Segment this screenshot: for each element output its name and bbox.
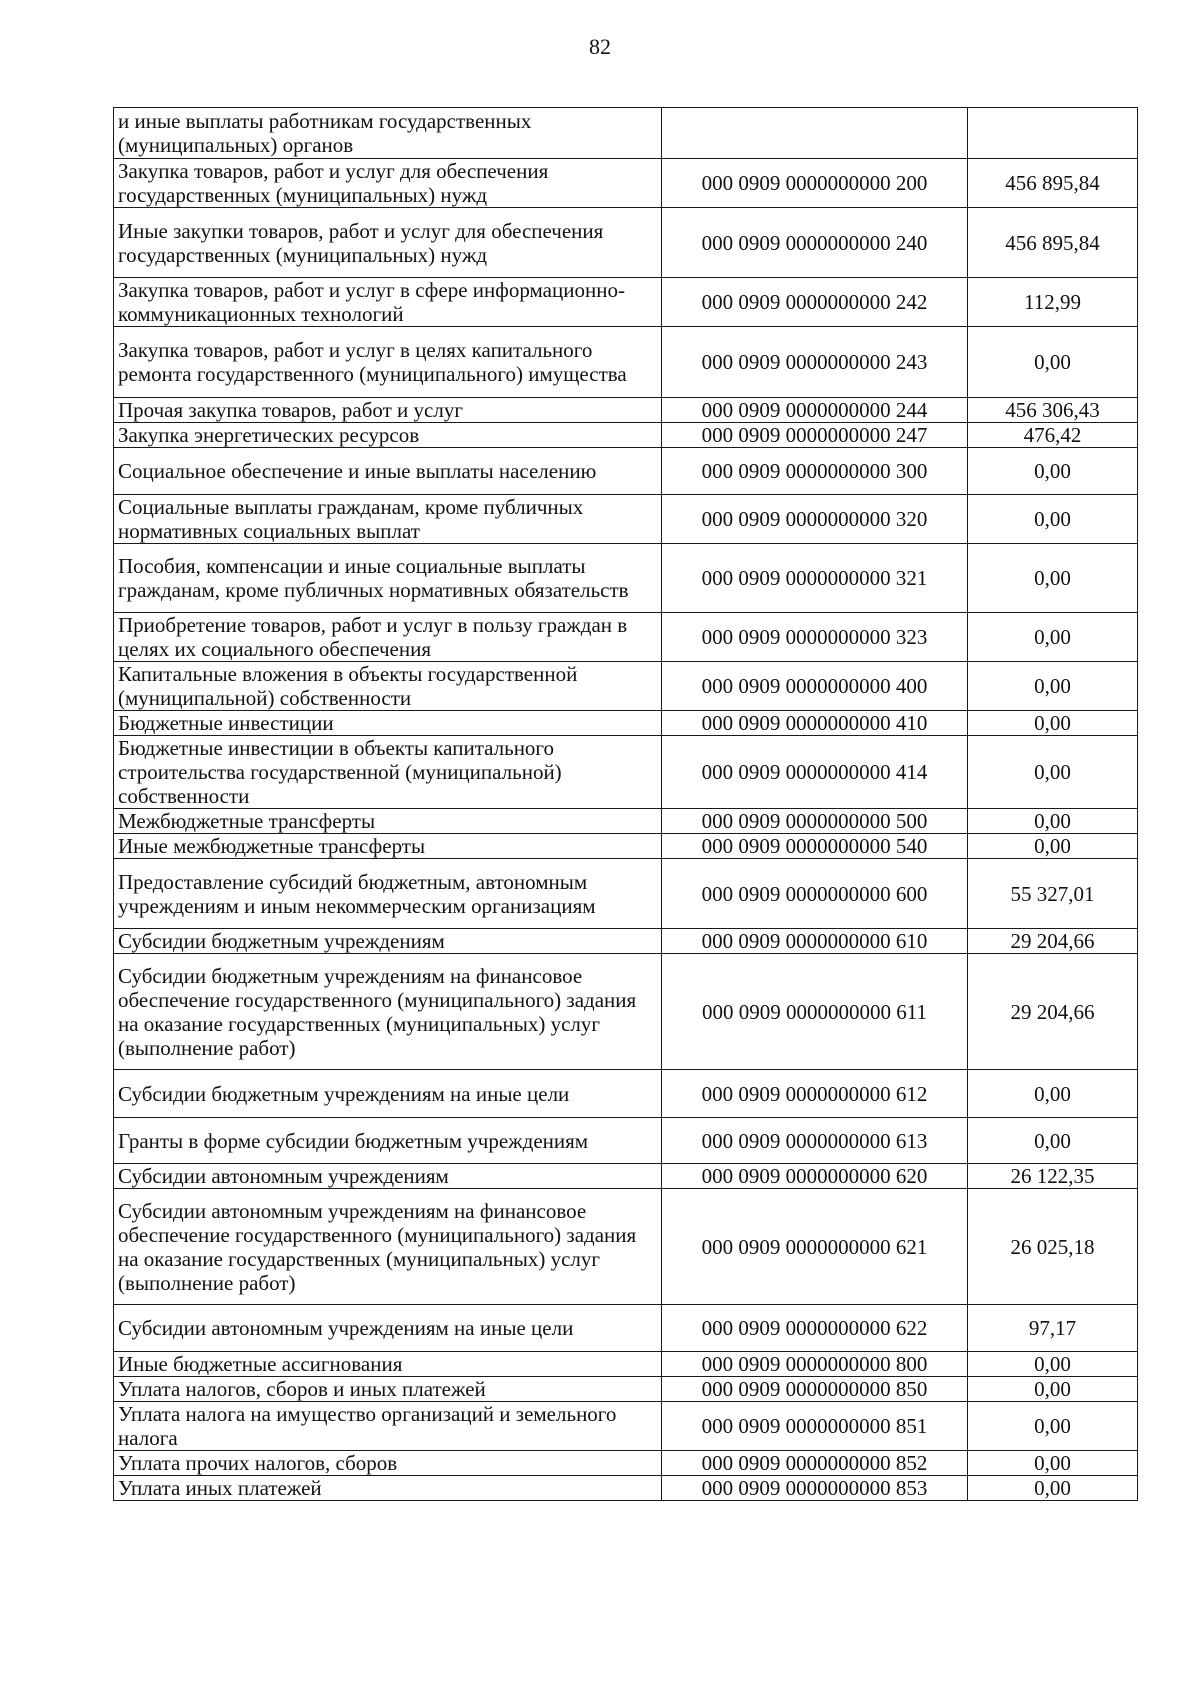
row-name: Субсидии автономным учреждениям на иные цели — [114, 1305, 662, 1352]
row-code: 000 0909 0000000000 410 — [662, 711, 968, 736]
row-code: 000 0909 0000000000 620 — [662, 1164, 968, 1189]
row-amount: 0,00 — [968, 1118, 1138, 1164]
row-amount: 0,00 — [968, 662, 1138, 711]
row-name: Закупка энергетических ресурсов — [114, 423, 662, 448]
row-amount: 0,00 — [968, 1377, 1138, 1402]
row-amount: 0,00 — [968, 1070, 1138, 1118]
row-name: Закупка товаров, работ и услуг для обеспечения государственных (муниципальных) нужд — [114, 159, 662, 208]
row-amount: 476,42 — [968, 423, 1138, 448]
row-name: Субсидии бюджетным учреждениям — [114, 929, 662, 954]
row-amount: 29 204,66 — [968, 954, 1138, 1070]
row-code: 000 0909 0000000000 323 — [662, 613, 968, 662]
table-row — [114, 448, 1138, 495]
row-name: и иные выплаты работникам государственных (муниципальных) органов — [114, 108, 662, 159]
row-code: 000 0909 0000000000 621 — [662, 1189, 968, 1305]
row-code: 000 0909 0000000000 622 — [662, 1305, 968, 1352]
row-name: Пособия, компенсации и иные социальные выплаты гражданам, кроме публичных нормативных обязательств — [114, 544, 662, 613]
table-row — [114, 1305, 1138, 1352]
row-code: 000 0909 0000000000 400 — [662, 662, 968, 711]
row-code: 000 0909 0000000000 321 — [662, 544, 968, 613]
row-amount: 0,00 — [968, 1451, 1138, 1476]
budget-table-body — [114, 108, 1138, 1501]
table-row — [114, 278, 1138, 327]
table-row — [114, 159, 1138, 208]
row-code: 000 0909 0000000000 851 — [662, 1402, 968, 1451]
row-code: 000 0909 0000000000 247 — [662, 423, 968, 448]
table-row — [114, 1377, 1138, 1402]
row-code: 000 0909 0000000000 613 — [662, 1118, 968, 1164]
row-name: Уплата налога на имущество организаций и земельного налога — [114, 1402, 662, 1451]
row-code: 000 0909 0000000000 300 — [662, 448, 968, 495]
row-name: Капитальные вложения в объекты государственной (муниципальной) собственности — [114, 662, 662, 711]
row-amount — [968, 108, 1138, 159]
row-amount: 0,00 — [968, 448, 1138, 495]
row-name: Приобретение товаров, работ и услуг в пользу граждан в целях их социального обеспечения — [114, 613, 662, 662]
row-amount: 0,00 — [968, 711, 1138, 736]
row-code: 000 0909 0000000000 244 — [662, 398, 968, 423]
table-row — [114, 1118, 1138, 1164]
row-code: 000 0909 0000000000 852 — [662, 1451, 968, 1476]
row-code: 000 0909 0000000000 850 — [662, 1377, 968, 1402]
row-name: Иные закупки товаров, работ и услуг для обеспечения государственных (муниципальных) нужд — [114, 208, 662, 278]
page-number: 82 — [589, 34, 611, 59]
table-row — [114, 1476, 1138, 1501]
table-row — [114, 544, 1138, 613]
table-row — [114, 711, 1138, 736]
table-row — [114, 859, 1138, 929]
row-code: 000 0909 0000000000 611 — [662, 954, 968, 1070]
row-amount: 26 122,35 — [968, 1164, 1138, 1189]
row-code: 000 0909 0000000000 320 — [662, 495, 968, 544]
row-amount: 456 306,43 — [968, 398, 1138, 423]
table-row — [114, 1402, 1138, 1451]
table-row — [114, 208, 1138, 278]
row-code: 000 0909 0000000000 500 — [662, 809, 968, 834]
table-row — [114, 1070, 1138, 1118]
row-amount: 0,00 — [968, 1352, 1138, 1377]
row-amount: 456 895,84 — [968, 208, 1138, 278]
row-code: 000 0909 0000000000 800 — [662, 1352, 968, 1377]
row-name: Социальное обеспечение и иные выплаты населению — [114, 448, 662, 495]
row-name: Субсидии автономным учреждениям на финансовое обеспечение государственного (муниципального) задания на оказание государственных (муниципальных) услуг (выполнение работ) — [114, 1189, 662, 1305]
row-code: 000 0909 0000000000 243 — [662, 327, 968, 398]
table-row — [114, 327, 1138, 398]
table-row — [114, 1352, 1138, 1377]
row-name: Субсидии бюджетным учреждениям на иные цели — [114, 1070, 662, 1118]
row-name: Закупка товаров, работ и услуг в сфере информационно-коммуникационных технологий — [114, 278, 662, 327]
row-code: 000 0909 0000000000 853 — [662, 1476, 968, 1501]
row-code: 000 0909 0000000000 200 — [662, 159, 968, 208]
table-row — [114, 736, 1138, 809]
table-row — [114, 1451, 1138, 1476]
row-amount: 0,00 — [968, 809, 1138, 834]
row-name: Иные межбюджетные трансферты — [114, 834, 662, 859]
row-amount: 0,00 — [968, 736, 1138, 809]
row-amount: 456 895,84 — [968, 159, 1138, 208]
row-code: 000 0909 0000000000 612 — [662, 1070, 968, 1118]
row-amount: 0,00 — [968, 544, 1138, 613]
row-name: Социальные выплаты гражданам, кроме публичных нормативных социальных выплат — [114, 495, 662, 544]
row-name: Субсидии автономным учреждениям — [114, 1164, 662, 1189]
table-row — [114, 929, 1138, 954]
table-row — [114, 809, 1138, 834]
row-code — [662, 108, 968, 159]
table-row — [114, 1189, 1138, 1305]
table-row — [114, 108, 1138, 159]
row-code: 000 0909 0000000000 540 — [662, 834, 968, 859]
row-amount: 0,00 — [968, 1476, 1138, 1501]
row-name: Бюджетные инвестиции в объекты капитального строительства государственной (муниципальной) собственности — [114, 736, 662, 809]
row-name: Бюджетные инвестиции — [114, 711, 662, 736]
table-row — [114, 613, 1138, 662]
row-amount: 0,00 — [968, 495, 1138, 544]
table-row — [114, 1164, 1138, 1189]
row-name: Гранты в форме субсидии бюджетным учреждениям — [114, 1118, 662, 1164]
row-name: Предоставление субсидий бюджетным, автономным учреждениям и иным некоммерческим организациям — [114, 859, 662, 929]
row-amount: 29 204,66 — [968, 929, 1138, 954]
table-row — [114, 398, 1138, 423]
row-code: 000 0909 0000000000 610 — [662, 929, 968, 954]
row-code: 000 0909 0000000000 600 — [662, 859, 968, 929]
row-amount: 55 327,01 — [968, 859, 1138, 929]
table-row — [114, 495, 1138, 544]
row-amount: 0,00 — [968, 327, 1138, 398]
row-name: Прочая закупка товаров, работ и услуг — [114, 398, 662, 423]
row-name: Субсидии бюджетным учреждениям на финансовое обеспечение государственного (муниципального) задания на оказание государственных (муниципальных) услуг (выполнение работ) — [114, 954, 662, 1070]
row-amount: 0,00 — [968, 834, 1138, 859]
row-name: Уплата иных платежей — [114, 1476, 662, 1501]
row-name: Иные бюджетные ассигнования — [114, 1352, 662, 1377]
budget-table — [113, 107, 1138, 1501]
row-code: 000 0909 0000000000 240 — [662, 208, 968, 278]
row-name: Межбюджетные трансферты — [114, 809, 662, 834]
row-name: Уплата прочих налогов, сборов — [114, 1451, 662, 1476]
table-row — [114, 423, 1138, 448]
row-name: Уплата налогов, сборов и иных платежей — [114, 1377, 662, 1402]
row-amount: 97,17 — [968, 1305, 1138, 1352]
row-amount: 0,00 — [968, 1402, 1138, 1451]
row-amount: 0,00 — [968, 613, 1138, 662]
table-row — [114, 662, 1138, 711]
row-amount: 112,99 — [968, 278, 1138, 327]
row-code: 000 0909 0000000000 414 — [662, 736, 968, 809]
row-code: 000 0909 0000000000 242 — [662, 278, 968, 327]
row-amount: 26 025,18 — [968, 1189, 1138, 1305]
table-row — [114, 834, 1138, 859]
row-name: Закупка товаров, работ и услуг в целях капитального ремонта государственного (муниципального) имущества — [114, 327, 662, 398]
table-row — [114, 954, 1138, 1070]
